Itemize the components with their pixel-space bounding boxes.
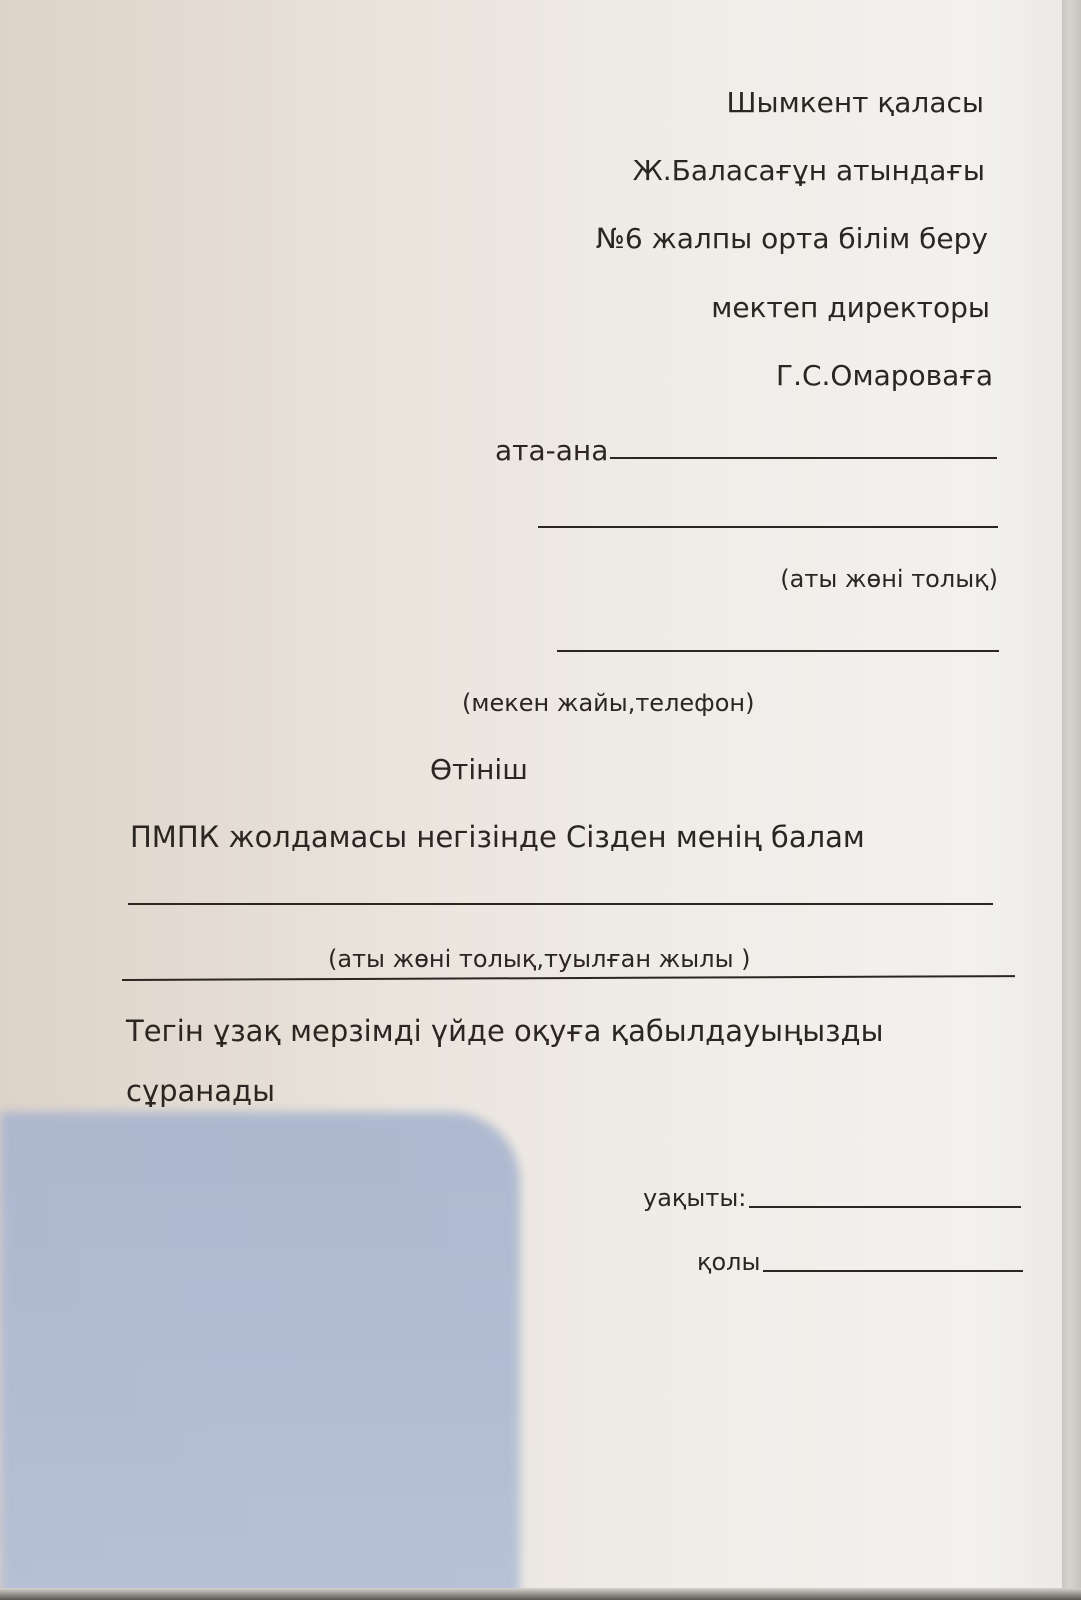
date-label: уақыты: [643, 1184, 747, 1212]
header-school-line2: №6 жалпы орта білім беру [595, 222, 988, 255]
header-city: Шымкент қаласы [726, 86, 984, 119]
document-title: Өтініш [430, 753, 528, 786]
child-line-2 [122, 975, 1015, 981]
page-bottom-edge [0, 1588, 1081, 1600]
body-request-line1: Тегін ұзақ мерзімді үйде оқуға қабылдауыңызды [126, 1014, 884, 1048]
sign-line [763, 1270, 1023, 1272]
parent-label: ата-ана [495, 434, 609, 467]
header-school-line1: Ж.Баласағұн атындағы [632, 154, 985, 187]
header-school-line3: мектеп директоры [711, 291, 990, 324]
body-request-line2: сұранады [126, 1074, 275, 1108]
parent-line-2 [538, 526, 998, 528]
parent-name-hint: (аты жөні толық) [780, 565, 998, 593]
parent-address-hint: (мекен жайы,телефон) [462, 689, 755, 717]
parent-line-3 [557, 650, 999, 652]
sign-label: қолы [697, 1248, 761, 1276]
child-line-1 [128, 903, 993, 905]
child-hint: (аты жөні толық,туылған жылы ) [328, 945, 751, 973]
date-line [749, 1206, 1021, 1208]
body-intro: ПМПК жолдамасы негізінде Сізден менің балам [130, 820, 865, 854]
page-edge [1062, 0, 1081, 1600]
hand-shadow [0, 1112, 520, 1600]
header-director: Г.С.Омароваға [776, 359, 993, 392]
parent-line-1 [610, 457, 997, 459]
